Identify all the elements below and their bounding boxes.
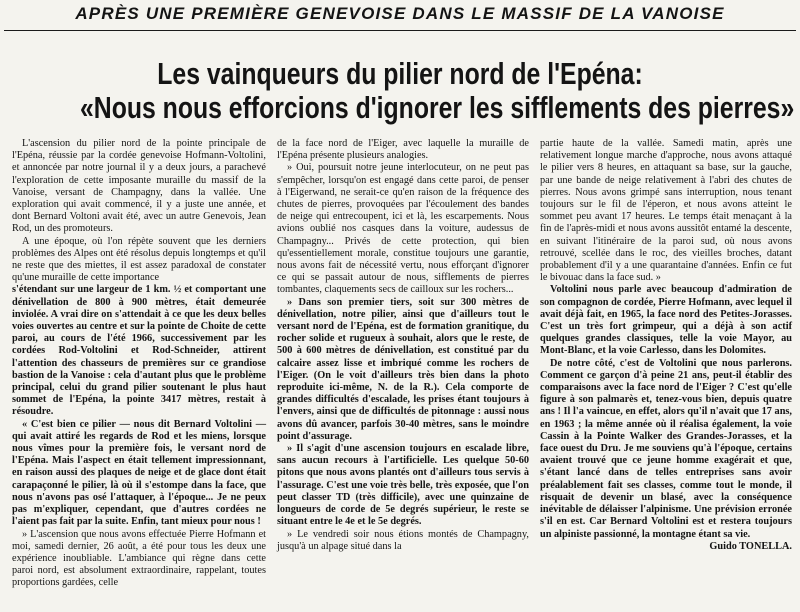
headline-line-1: Les vainqueurs du pilier nord de l'Epéna: — [157, 56, 643, 91]
paragraph: de la face nord de l'Eiger, avec laquelle la muraille de l'Epéna présente plusieurs analogies. — [277, 138, 529, 162]
headline-line-2: «Nous nous efforcions d'ignorer les sifflements des pierres» — [80, 90, 795, 125]
kicker-line: APRÈS UNE PREMIÈRE GENEVOISE DANS LE MASSIF DE LA VANOISE — [75, 4, 725, 23]
paragraph: » Oui, poursuit notre jeune interlocuteur, on ne peut pas s'empêcher, lorsqu'on est engagé dans cette paroi, de penser à l'Eigerwand, ne serait-ce qu'en raison de la fréquence des chutes de pierres, provoquées par l'écoulement des bandes de neige qui entrecoupent, ici et là, les escarpements. Nous avions oublié nos casques dans la voiture, audessus de Champagny... Privés de cette protection, qui bien qu'essentiellement morale, constitue toujours une garantie, nous avons fait de nécessité vertu, nous efforçant d'ignorer ce qui se passait autour de nous, sifflements de pierres tombantes, claquements secs de cailloux sur les rochers... — [277, 162, 529, 296]
paragraph: » Le vendredi soir nous étions montés de Champagny, jusqu'à un alpage situé dans la — [277, 528, 529, 552]
article-column-1 — [12, 138, 266, 590]
article-column-3 — [540, 138, 792, 553]
paragraph: A une époque, où l'on répète souvent que les derniers problèmes des Alpes ont été résolus depuis longtemps et qu'il ne reste que des miettes, il est assez paradoxal de constater qu'une muraille de cette importance — [12, 235, 266, 284]
paragraph: » Il s'agit d'une ascension toujours en escalade libre, sans aucun recours à l'artificielle. Les quelque 50-60 pitons que nous avons plantés ont d'ailleurs tous servis à l'assurage. C'est une voie très belle, très exposée, que l'on peut classer TD (très difficile), avec une quinzaine de longueurs de corde de 5e degrés supérieur, le reste se situant entre le 4e et le 5e degrés. — [277, 443, 529, 528]
paragraph: L'ascension du pilier nord de la pointe principale de l'Epéna, réussie par la cordée genevoise Hofmann-Voltolini, et annoncée par notre journal il y a deux jours, a parachevé l'exploration de cette imposante muraille du massif de la Vanoise, versant de Champagny, dans la vallée. Une exploration qui avait commencé, il y a juste une année, et dont Bernard Voltoni avait été, avec un autre Genevois, Jean Rod, un des promoteurs. — [12, 138, 266, 235]
paragraph: » Dans son premier tiers, soit sur 300 mètres de dénivellation, notre pilier, ainsi que d'ailleurs tout le versant nord de l'Epéna, est de formation granitique, du rocher solide et rugueux à souhait, alors que le reste, de 500 à 600 mètres de dénivellation, est constitué par du calcaire assez lisse et imbriqué comme les rochers de l'Eiger. (On le voit d'ailleurs très bien dans la photo reproduite ici-même, N. de la R.). Cela comporte de grandes difficultés d'escalade, les prises étant toujours à l'envers, ainsi que de difficultés de pitonnage : aussi nous avons dû avancer, parfois 30-40 mètres, sans le moindre point d'assurage. — [277, 296, 529, 442]
paragraph: De notre côté, c'est de Voltolini que nous parlerons. Comment ce garçon d'à peine 21 ans, peut-il établir des comparaisons avec la face nord de l'Eiger ? C'est qu'elle figure à son palmarès et, tenez-vous bien, depuis quatre ans ! Il l'a vaincue, en effet, alors qu'il n'avait que 17 ans, en 1963 ; la même année où il réalisa également, la voie Cassin à la Pointe Walker des Grandes-Jorasses, et la face ouest du Dru. Je me souviens qu'à l'époque, certains avaient trouvé que ce jeune homme exagérait et que, s'étant lancé dans de telles entreprises sans avoir préalablement fait ses classes, comme tout le monde, il risquait de devenir un blasé, avec la conséquence inévitable de délaisser l'alpinisme. Une prévision erronée s'il en est. Car Bernard Voltolini est et restera toujours un alpiniste passionné, la montagne étant sa vie. — [540, 357, 792, 540]
top-rule — [4, 30, 796, 31]
paragraph: » L'ascension que nous avons effectuée Pierre Hofmann et moi, samedi dernier, 26 août, a été pour tous les deux une expérience inoubliable. L'ambiance qui règne dans cette paroi nord, est absolument extraordinaire, rappelant, toutes proportions gardées, celle — [12, 528, 266, 589]
paragraph: partie haute de la vallée. Samedi matin, après une relativement longue marche d'approche, nous avons attaqué le pilier vers 8 heures, en attaquant sa base, sur la gauche, par une bande de neige relativement à l'abri des chutes de pierres. Nous avons grimpé sans interruption, nous tenant toujours sur le fil de l'éperon, et nous avons atteint le sommet peu avant 17 heures. Le temps était menaçant à la fin de l'après-midi et nous avons aussitôt entamé la descente, en suivant l'itinéraire de la paroi sud, où nous avons retrouvé, scellée dans le roc, des vieilles broches, datant probablement d'il y a une quarantaine d'années. Enfin ce fut le bivouac dans la face sud. » — [540, 138, 792, 284]
article-column-2 — [277, 138, 529, 553]
paragraph: Voltolini nous parle avec beaucoup d'admiration de son compagnon de cordée, Pierre Hofmann, avec lequel il avait déjà fait, en 1965, la face nord des Petites-Jorasses. C'est un très fort grimpeur, qui a déjà à son actif quelques grandes classiques, telle la voie Mayor, au Mont-Blanc, et la voie Carlesso, dans les Dolomites. — [540, 284, 792, 357]
paragraph: « C'est bien ce pilier — nous dit Bernard Voltolini — qui avait attiré les regards de Rod et les miens, lorsque nous vîmes pour la première fois, le versant nord de l'Epéna. Mais l'aspect en était tellement impressionnant, en raison aussi des plaques de neige et de glace dont était carapaçonné le pilier, là où il s'estompe dans la face, que nous n'avons pas osé l'attaquer, à l'époque... Je ne peux pas m'expliquer, cependant, que d'autres cordées ne l'aient pas fait par la suite. Enfin, tant mieux pour nous ! — [12, 418, 266, 528]
author-signature: Guido TONELLA. — [709, 540, 792, 552]
paragraph: s'étendant sur une largeur de 1 km. ½ et comportant une dénivellation de 800 à 900 mètres, était demeurée inviolée. A vrai dire on s'attendait à ce que les deux belles voies ouvertes au centre et sur la pointe de Choite de cette paroi, au cours de l'été 1966, successivement par les cordées Rod-Voltolini et Rod-Schneider, attirent l'attention des chasseurs de premières sur ce grandiose bastion de la Vanoise : cela d'autant plus que le problème principal, celui du grand pilier soutenant le plus haut sommet de l'Epéna, la pointe 3417 mètres, restait à résoudre. — [12, 284, 266, 418]
